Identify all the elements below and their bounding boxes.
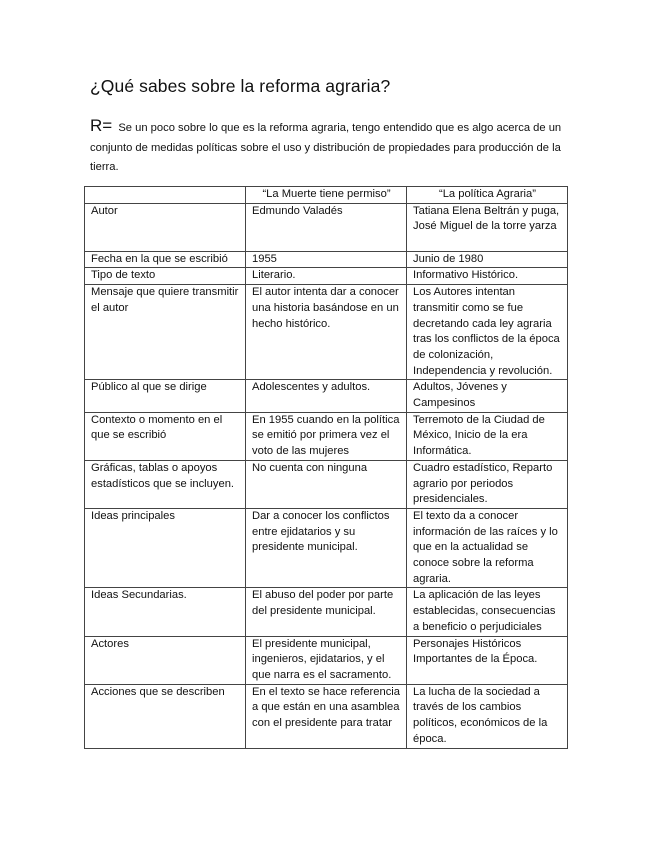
- row-cell-a: No cuenta con ninguna: [246, 460, 407, 508]
- row-label: Tipo de texto: [85, 268, 246, 285]
- table-row: [85, 268, 568, 285]
- row-cell-b: Los Autores intentan transmitir como se fue decretando cada ley agraria tras los conflictos de la época de colonización, Independencia y revolución.: [407, 285, 568, 380]
- row-cell-b: Adultos, Jóvenes y Campesinos: [407, 380, 568, 412]
- row-cell-b: La lucha de la sociedad a través de los cambios políticos, económicos de la época.: [407, 684, 568, 748]
- question-heading: ¿Qué sabes sobre la reforma agraria?: [90, 76, 391, 96]
- row-label: Contexto o momento en el que se escribió: [85, 412, 246, 460]
- row-cell-a: El abuso del poder por parte del presidente municipal.: [246, 588, 407, 636]
- row-cell-a: En el texto se hace referencia a que están en una asamblea con el presidente para tratar: [246, 684, 407, 748]
- table-row: [85, 684, 568, 748]
- table-row: [85, 380, 568, 412]
- table-row: [85, 251, 568, 268]
- row-cell-a: Dar a conocer los conflictos entre ejidatarios y su presidente municipal.: [246, 508, 407, 588]
- row-cell-b: El texto da a conocer información de las raíces y lo que en la actualidad se conoce sobre la reforma agraria.: [407, 508, 568, 588]
- row-cell-b: Cuadro estadístico, Reparto agrario por periodos presidenciales.: [407, 460, 568, 508]
- header-cell-la-muerte: “La Muerte tiene permiso”: [246, 187, 407, 204]
- row-cell-b: Junio de 1980: [407, 251, 568, 268]
- header-cell-politica-agraria: “La política Agraria”: [407, 187, 568, 204]
- row-cell-b: Tatiana Elena Beltrán y puga, José Miguel de la torre yarza: [407, 203, 568, 251]
- header-empty-cell: [85, 187, 246, 204]
- row-cell-b: La aplicación de las leyes establecidas, consecuencias a beneficio o perjudiciales: [407, 588, 568, 636]
- row-cell-a: Literario.: [246, 268, 407, 285]
- comparison-table: [84, 186, 568, 749]
- row-cell-a: Adolescentes y adultos.: [246, 380, 407, 412]
- row-cell-b: Personajes Históricos Importantes de la Época.: [407, 636, 568, 684]
- table-row: [85, 285, 568, 380]
- table-header-row: [85, 187, 568, 204]
- table-row: [85, 588, 568, 636]
- answer-paragraph: [90, 116, 570, 178]
- row-cell-b: Informativo Histórico.: [407, 268, 568, 285]
- table-row: [85, 203, 568, 251]
- table-row: [85, 508, 568, 588]
- row-cell-b: Terremoto de la Ciudad de México, Inicio de la era Informática.: [407, 412, 568, 460]
- row-label: Acciones que se describen: [85, 684, 246, 748]
- row-cell-a: 1955: [246, 251, 407, 268]
- row-label: Actores: [85, 636, 246, 684]
- row-label: Ideas Secundarias.: [85, 588, 246, 636]
- row-cell-a: Edmundo Valadés: [246, 203, 407, 251]
- row-cell-a: El presidente municipal, ingenieros, ejidatarios, y el que narra es el sacramento.: [246, 636, 407, 684]
- row-label: Mensaje que quiere transmitir el autor: [85, 285, 246, 380]
- row-label: Autor: [85, 203, 246, 251]
- row-label: Ideas principales: [85, 508, 246, 588]
- row-label: Fecha en la que se escribió: [85, 251, 246, 268]
- table-row: [85, 412, 568, 460]
- row-label: Gráficas, tablas o apoyos estadísticos que se incluyen.: [85, 460, 246, 508]
- row-cell-a: El autor intenta dar a conocer una historia basándose en un hecho histórico.: [246, 285, 407, 380]
- table-row: [85, 636, 568, 684]
- answer-text: Se un poco sobre lo que es la reforma agraria, tengo entendido que es algo acerca de un conjunto de medidas políticas sobre el uso y distribución de propiedades para producción de la tierra.: [90, 122, 562, 173]
- row-label: Público al que se dirige: [85, 380, 246, 412]
- row-cell-a: En 1955 cuando en la política se emitió por primera vez el voto de las mujeres: [246, 412, 407, 460]
- table-row: [85, 460, 568, 508]
- answer-marker: R=: [90, 116, 113, 135]
